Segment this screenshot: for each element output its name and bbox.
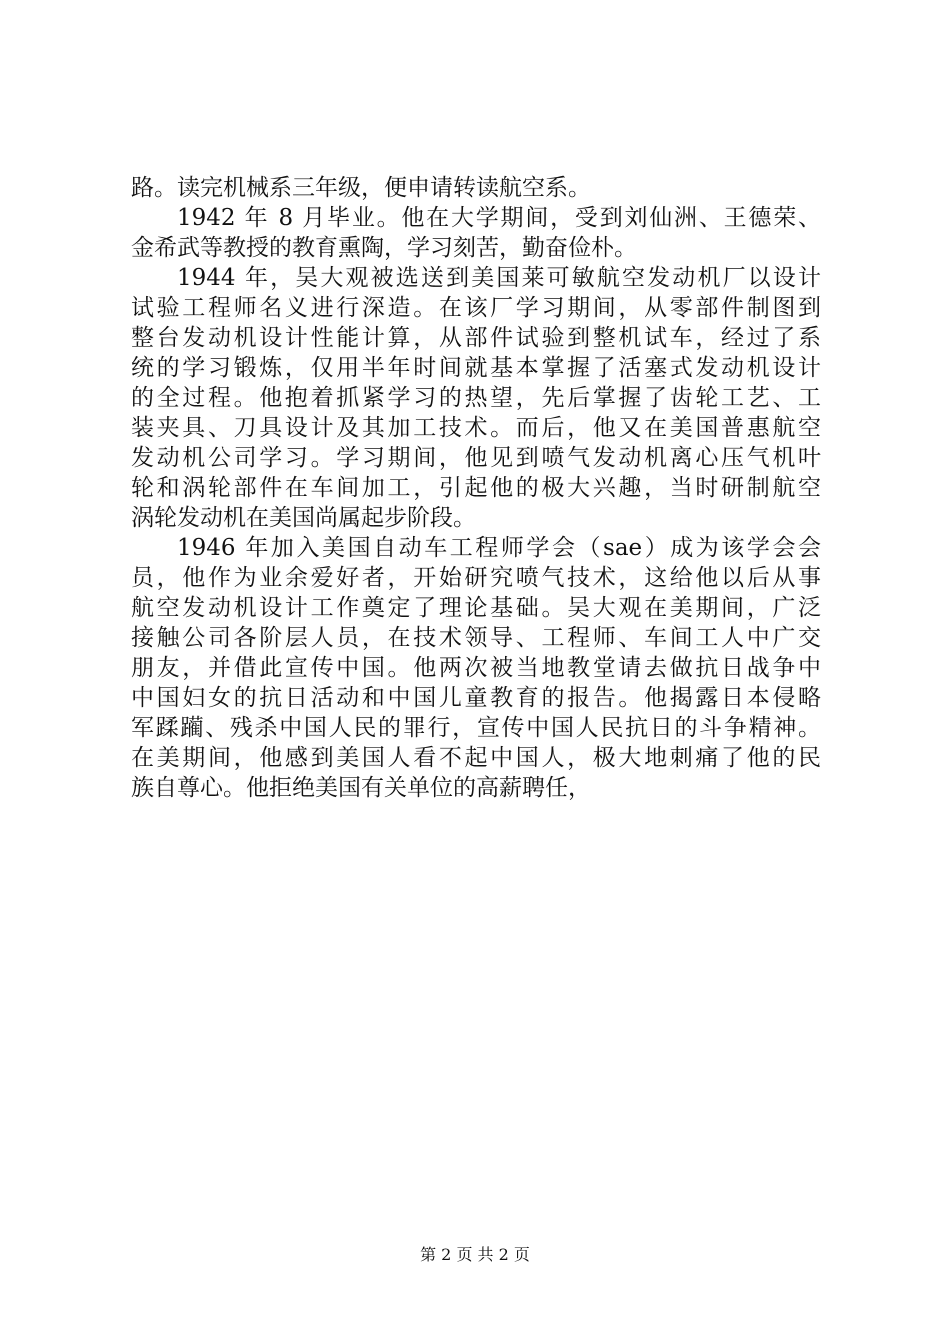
text-line: 轮和涡轮部件在车间加工，引起他的极大兴趣，当时研制航空 — [131, 475, 821, 501]
text-line: 朋友，并借此宣传中国。他两次被当地教堂请去做抗日战争中 — [131, 655, 821, 681]
text-line: 的全过程。他抱着抓紧学习的热望，先后掌握了齿轮工艺、工 — [131, 385, 821, 411]
text-line: 1946 年加入美国自动车工程师学会（sae）成为该学会会 — [177, 535, 821, 561]
text-line: 中国妇女的抗日活动和中国儿童教育的报告。他揭露日本侵略 — [131, 685, 821, 711]
body-text — [131, 173, 821, 803]
text-line: 涡轮发动机在美国尚属起步阶段。 — [131, 505, 476, 531]
text-line: 1944 年，吴大观被选送到美国莱可敏航空发动机厂以设计 — [177, 265, 821, 291]
text-line: 在美期间，他感到美国人看不起中国人，极大地刺痛了他的民 — [131, 745, 821, 771]
text-line: 航空发动机设计工作奠定了理论基础。吴大观在美期间，广泛 — [131, 595, 821, 621]
page-footer: 第 2 页 共 2 页 — [420, 1245, 530, 1264]
text-line: 员，他作为业余爱好者，开始研究喷气技术，这给他以后从事 — [131, 565, 821, 591]
text-line: 1942 年 8 月毕业。他在大学期间，受到刘仙洲、王德荣、 — [177, 205, 821, 231]
text-line: 发动机公司学习。学习期间，他见到喷气发动机离心压气机叶 — [131, 445, 821, 471]
text-line: 族自尊心。他拒绝美国有关单位的高薪聘任， — [131, 775, 591, 801]
text-line: 接触公司各阶层人员，在技术领导、工程师、车间工人中广交 — [131, 625, 821, 651]
text-line: 装夹具、刀具设计及其加工技术。而后，他又在美国普惠航空 — [131, 415, 821, 441]
text-line: 整台发动机设计性能计算，从部件试验到整机试车，经过了系 — [131, 325, 821, 351]
text-line: 军蹂躏、残杀中国人民的罪行，宣传中国人民抗日的斗争精神。 — [131, 715, 821, 741]
text-line: 统的学习锻炼，仅用半年时间就基本掌握了活塞式发动机设计 — [131, 355, 821, 381]
text-line: 路。读完机械系三年级，便申请转读航空系。 — [131, 175, 591, 201]
text-line: 金希武等教授的教育熏陶，学习刻苦，勤奋俭朴。 — [131, 235, 637, 261]
text-line: 试验工程师名义进行深造。在该厂学习期间，从零部件制图到 — [131, 295, 821, 321]
